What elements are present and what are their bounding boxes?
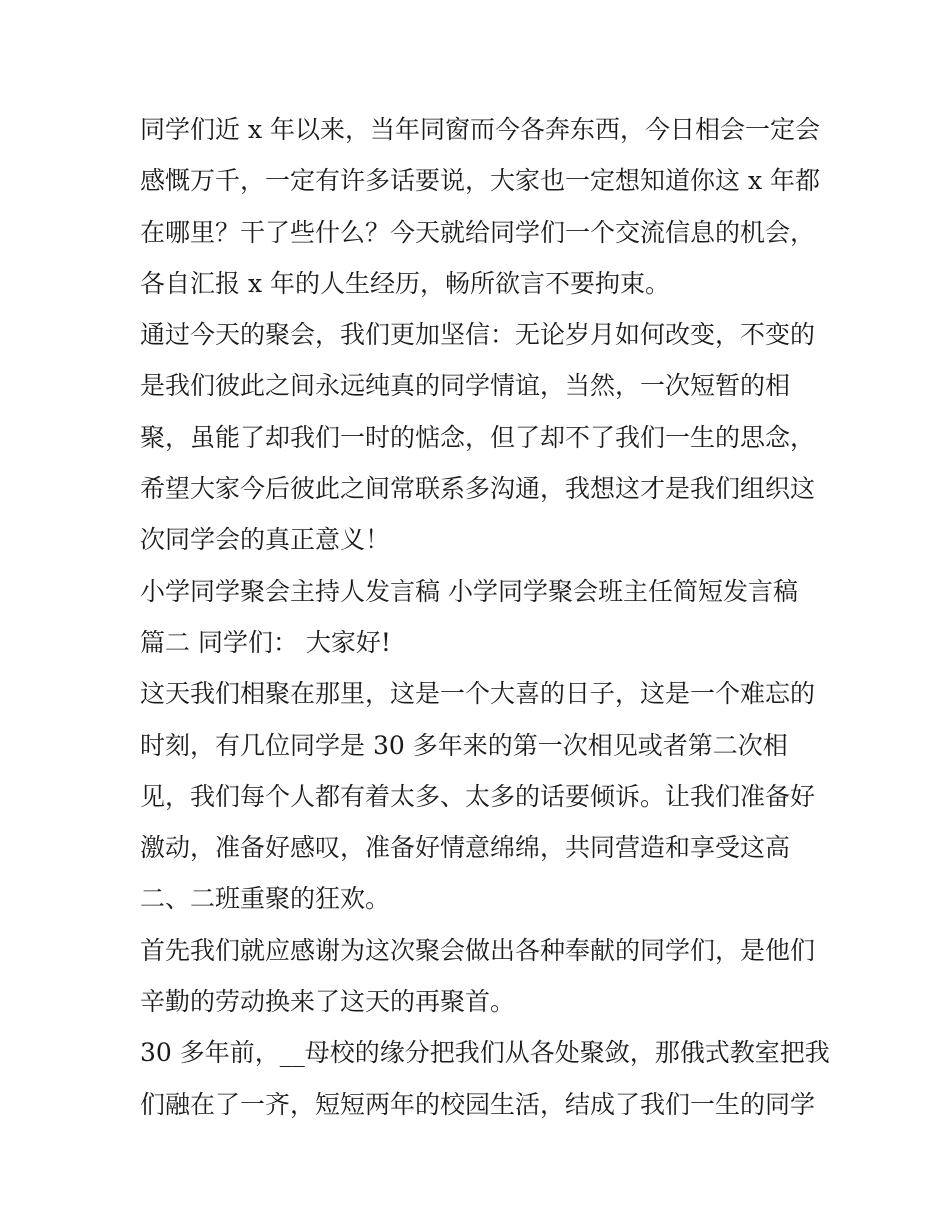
text-line-6: 是我们彼此之间永远纯真的同学情谊，当然，一次短暂的相 xyxy=(140,371,791,401)
text-line-18: 辛勤的劳动换来了这天的再聚首。 xyxy=(140,987,516,1017)
text-line-13: 时刻，有几位同学是 30 多年来的第一次相见或者第二次相 xyxy=(140,730,788,760)
text-line-14: 见，我们每个人都有着太多、太多的话要倾诉。让我们准备好 xyxy=(140,781,816,811)
text-line-7: 聚，虽能了却我们一时的惦念，但了却不了我们一生的思念， xyxy=(140,422,816,452)
text-line-12: 这天我们相聚在那里，这是一个大喜的日子，这是一个难忘的 xyxy=(140,679,816,709)
text-line-1: 同学们近 x 年以来，当年同窗而今各奔东西，今日相会一定会 xyxy=(140,115,820,144)
text-line-9: 次同学会的真正意义！ xyxy=(140,525,391,555)
text-line-3: 在哪里？干了些什么？今天就给同学们一个交流信息的机会， xyxy=(140,217,816,247)
text-line-15: 激动，准备好感叹，准备好情意绵绵，共同营造和享受这高 xyxy=(140,833,791,863)
text-line-20: 们融在了一齐，短短两年的校园生活，结成了我们一生的同学 xyxy=(140,1089,816,1119)
text-line-10: 小学同学聚会主持人发言稿 小学同学聚会班主任简短发言稿 xyxy=(140,576,798,606)
text-line-16: 二、二班重聚的狂欢。 xyxy=(140,884,391,914)
text-line-17: 首先我们就应感谢为这次聚会做出各种奉献的同学们，是他们 xyxy=(140,935,816,965)
text-line-5: 通过今天的聚会，我们更加坚信：无论岁月如何改变，不变的 xyxy=(140,320,816,350)
text-line-4: 各自汇报 x 年的人生经历，畅所欲言不要拘束。 xyxy=(140,268,670,298)
text-line-19: 30 多年前，__母校的缘分把我们从各处聚敛，那俄式教室把我 xyxy=(140,1038,830,1068)
text-line-2: 感慨万千，一定有许多话要说，大家也一定想知道你这 x 年都 xyxy=(140,166,820,196)
document-body xyxy=(140,104,830,1130)
text-line-11: 篇二 同学们： 大家好! xyxy=(140,627,391,657)
text-line-8: 希望大家今后彼此之间常联系多沟通，我想这才是我们组织这 xyxy=(140,474,816,504)
